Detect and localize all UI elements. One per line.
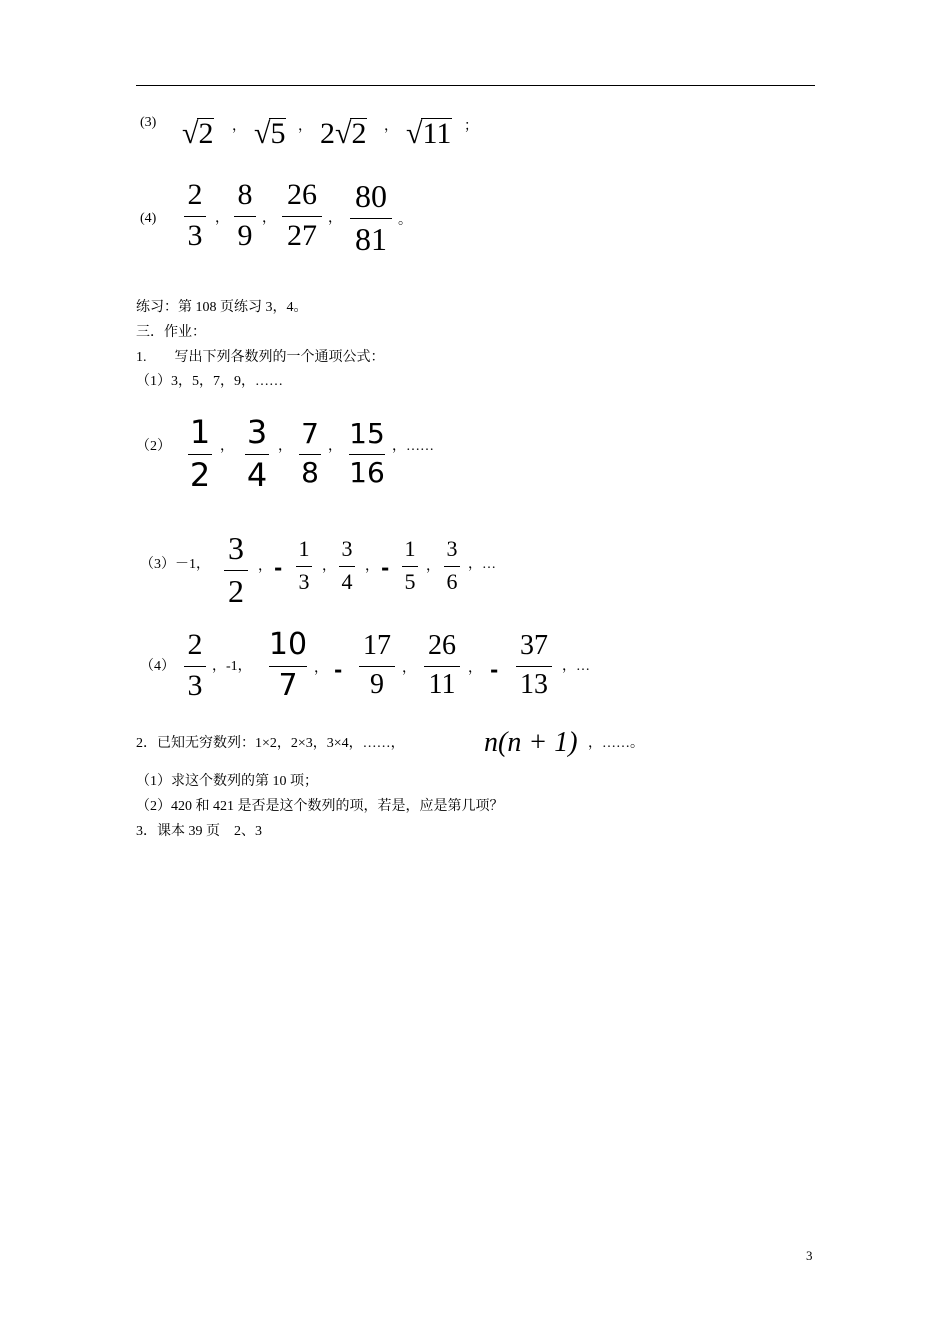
comma: ， xyxy=(384,119,398,134)
item-3-label: (3) xyxy=(140,115,157,130)
comma: ， xyxy=(215,211,229,226)
minus-sign: - xyxy=(334,658,343,682)
question-3: 3．课本 39 页 2、3 xyxy=(136,824,262,839)
question-1-part-3-label: （3）－1， xyxy=(140,557,210,572)
negative-one: ，-1， xyxy=(212,659,252,674)
question-1-part-2-ellipsis: ，…… xyxy=(392,439,434,454)
question-1-part-4-label: （4） xyxy=(140,659,175,674)
fraction-10-7: 10 7 xyxy=(268,627,308,703)
comma: ， xyxy=(322,559,336,574)
fraction-8-9: 8 9 xyxy=(225,180,265,251)
exercise-line: 练习：第 108 页练习 3，4。 xyxy=(136,300,308,315)
question-2-tail: ，……。 xyxy=(588,736,644,751)
fraction-2-3-b: 2 3 xyxy=(175,630,215,701)
minus-sign: - xyxy=(490,658,499,682)
question-2-part-1: （1）求这个数列的第 10 项； xyxy=(136,774,318,789)
comma: ， xyxy=(258,559,272,574)
fraction-80-81: 80 81 xyxy=(348,180,394,255)
fraction-7-8: 7 8 xyxy=(290,420,330,487)
fraction-3-4-b: 3 4 xyxy=(327,538,367,593)
fraction-26-27: 26 27 xyxy=(280,180,324,251)
radical-sqrt2: √2 xyxy=(182,117,214,150)
minus-sign: - xyxy=(274,556,283,580)
question-1-part-1: （1）3，5，7，9，…… xyxy=(136,374,283,389)
question-1-part-2-label: （2） xyxy=(136,439,171,454)
fraction-3-6: 3 6 xyxy=(432,538,472,593)
formula-n-n-plus-1: n(n + 1) xyxy=(484,727,578,758)
fraction-1-2: 1 2 xyxy=(189,413,211,494)
comma: ， xyxy=(328,439,342,454)
period: 。 xyxy=(398,213,412,228)
comma: ， xyxy=(402,661,416,676)
comma: ， xyxy=(328,211,342,226)
comma: ， xyxy=(262,211,276,226)
semicolon: ； xyxy=(464,119,478,134)
question-1: 1. 写出下列各数列的一个通项公式： xyxy=(136,350,385,365)
radical-2sqrt2: 2√2 xyxy=(320,117,367,150)
comma: ， xyxy=(426,559,440,574)
comma: ， xyxy=(232,119,246,134)
comma: ， xyxy=(220,439,234,454)
comma: ， xyxy=(298,119,312,134)
comma: ， xyxy=(278,439,292,454)
minus-sign: - xyxy=(381,556,390,580)
page-number: 3 xyxy=(806,1248,813,1263)
comma: ， xyxy=(468,661,482,676)
fraction-15-16: 15 16 xyxy=(349,417,385,489)
fraction-3-2: 3 2 xyxy=(216,532,256,607)
fraction-17-9: 17 9 xyxy=(355,632,399,699)
fraction-1-3: 1 3 xyxy=(284,538,324,593)
ellipsis: ，… xyxy=(468,557,496,572)
fraction-2-3: 2 3 xyxy=(175,180,215,251)
header-rule xyxy=(136,85,815,86)
fraction-37-13: 37 13 xyxy=(512,632,556,699)
comma: ， xyxy=(314,661,328,676)
section-homework-heading: 三．作业： xyxy=(136,325,206,340)
comma: ， xyxy=(365,559,379,574)
question-2: 2．已知无穷数列：1×2，2×3，3×4，……， xyxy=(136,736,405,751)
radical-sqrt5: √5 xyxy=(254,117,286,150)
fraction-26-11: 26 11 xyxy=(420,632,464,699)
fraction-1-5: 1 5 xyxy=(390,538,430,593)
radical-sqrt11: √11 xyxy=(406,117,452,150)
item-4-label: (4) xyxy=(140,211,157,226)
fraction-3-4: 3 4 xyxy=(246,413,268,494)
question-2-part-2: （2）420 和 421 是否是这个数列的项，若是，应是第几项？ xyxy=(136,799,504,814)
ellipsis: ，… xyxy=(562,659,590,674)
